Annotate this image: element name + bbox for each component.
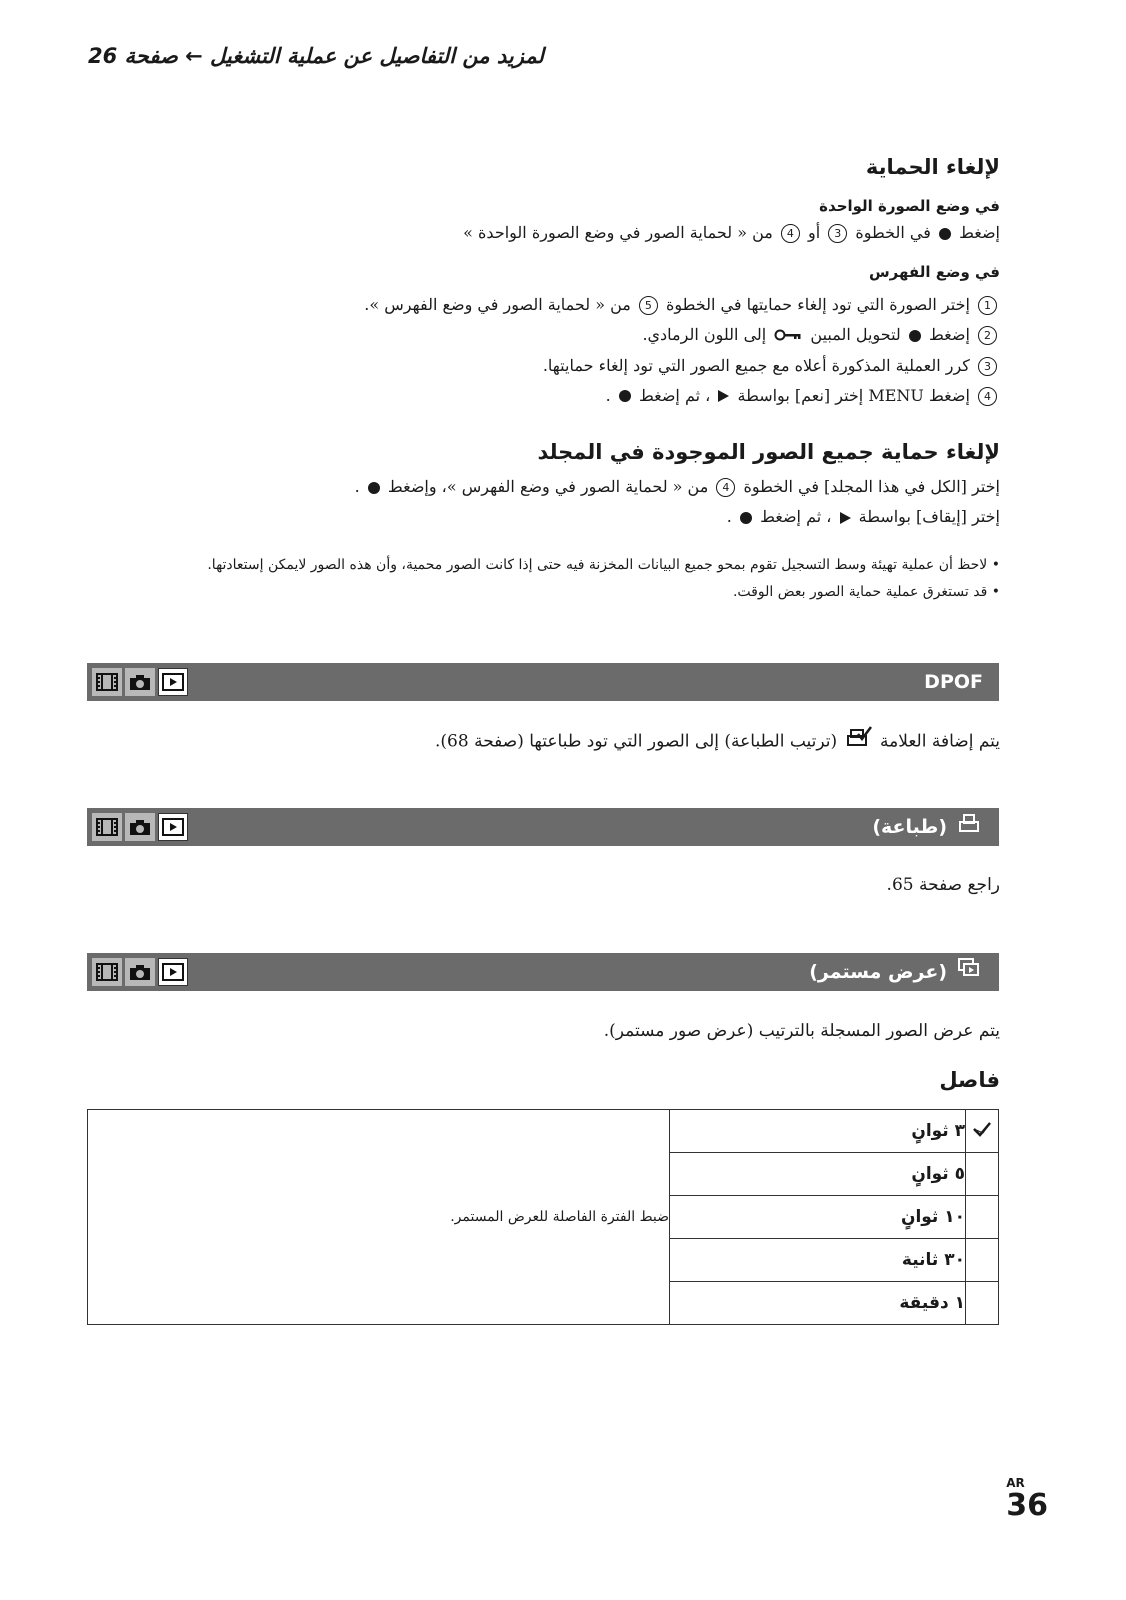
unprotect-all-line-2 — [100, 502, 1000, 532]
index-step-3 — [100, 351, 1000, 381]
movie-mode-icon — [92, 813, 122, 841]
index-step-4 — [100, 381, 1000, 411]
default-check-cell — [966, 1110, 999, 1153]
interval-heading: فاصل — [939, 1068, 1000, 1092]
note-item: • لاحظ أن عملية تهيئة وسط التسجيل تقوم بمحو جميع البيانات المخزنة فيه حتى إذا كانت الصور محمية، وأن هذه الصور لايمكن إستعادتها. — [207, 557, 1000, 573]
still-camera-mode-icon — [125, 813, 155, 841]
dpof-text — [100, 726, 1000, 758]
playback-mode-icon — [158, 668, 188, 696]
slideshow-text: يتم عرض الصور المسجلة بالترتيب (عرض صور مستمر). — [603, 1021, 1000, 1041]
print-text: راجع صفحة 65. — [886, 875, 1000, 895]
step-number-badge: 4 — [978, 387, 997, 406]
step-number-badge: 3 — [828, 224, 847, 243]
note-item: • قد تستغرق عملية حماية الصور بعض الوقت. — [732, 584, 1000, 600]
unprotect-title: لإلغاء الحماية — [865, 155, 1000, 179]
slideshow-title: (عرض مستمر) — [809, 961, 947, 983]
single-pre: إضغط — [959, 223, 1000, 242]
step-text: إختر الصورة التي تود إلغاء حمايتها في الخطوة — [666, 295, 970, 314]
interval-option: ١ دقيقة — [670, 1282, 966, 1325]
center-button-icon — [939, 228, 951, 240]
interval-option: ١٠ ثوانٍ — [670, 1196, 966, 1239]
index-step-1 — [100, 290, 1000, 320]
index-mode-heading: في وضع الفهرس — [868, 263, 1000, 281]
step-text: من « لحماية الصور في وضع الفهرس ». — [364, 295, 631, 314]
table-row — [88, 1110, 999, 1153]
unprotect-all-text — [100, 472, 1000, 532]
playback-mode-icon — [158, 958, 188, 986]
slideshow-title-group — [809, 953, 983, 991]
single-post: من « لحماية الصور في وضع الصورة الواحدة » — [463, 223, 773, 242]
movie-mode-icon — [92, 958, 122, 986]
print-icon — [958, 808, 980, 846]
check-cell — [966, 1239, 999, 1282]
step-text: كرر العملية المذكورة أعلاه مع جميع الصور التي تود إلغاء حمايتها. — [542, 355, 970, 375]
step-number-badge: 5 — [639, 296, 658, 315]
interval-option: ٥ ثوانٍ — [670, 1153, 966, 1196]
dpof-post: (ترتيب الطباعة) إلى الصور التي تود طباعتها (صفحة 68). — [435, 731, 838, 752]
step-text: لتحويل المبين — [810, 325, 901, 344]
cross-reference-header: لمزيد من التفاصيل عن عملية التشغيل ← صفحة 26 — [88, 44, 544, 68]
section-bar-dpof — [87, 663, 999, 701]
check-cell — [966, 1282, 999, 1325]
step-text: ، ثم إضغط — [638, 385, 711, 405]
note-text: لاحظ أن عملية تهيئة وسط التسجيل تقوم بمحو جميع البيانات المخزنة فيه حتى إذا كانت الصور محمية، وأن هذه الصور لايمكن إستعادتها. — [207, 557, 988, 573]
notes-list — [120, 552, 1000, 606]
step-number-badge: 4 — [716, 478, 735, 497]
print-title-group — [872, 808, 983, 846]
interval-option: ٣ ثوانٍ — [670, 1110, 966, 1153]
interval-options-table — [87, 1109, 999, 1325]
line-text: . — [354, 477, 360, 496]
step-text: . — [605, 385, 611, 405]
center-button-icon — [619, 390, 631, 402]
step-number-badge: 3 — [978, 357, 997, 376]
step-number-badge: 4 — [781, 224, 800, 243]
unprotect-all-title: لإلغاء حماية جميع الصور الموجودة في المجلد — [537, 440, 1000, 464]
line-text: من « لحماية الصور في وضع الفهرس »، وإضغط — [387, 477, 709, 496]
print-order-mark-icon — [846, 726, 872, 758]
section-bar-slideshow — [87, 953, 999, 991]
line-text: ، ثم إضغط — [760, 507, 832, 526]
line-text: إختر [إيقاف] بواسطة — [858, 507, 1000, 526]
check-cell — [966, 1196, 999, 1239]
language-code: AR — [1006, 1476, 1025, 1490]
step-text: إلى اللون الرمادي. — [642, 325, 767, 344]
movie-mode-icon — [92, 668, 122, 696]
check-cell — [966, 1153, 999, 1196]
step-text: إضغط — [928, 325, 970, 344]
single-mid: في الخطوة — [855, 223, 931, 242]
single-mode-text — [100, 218, 1000, 248]
dpof-pre: يتم إضافة العلامة — [879, 731, 1000, 752]
center-button-icon — [368, 482, 380, 494]
step-text: إضغط MENU إختر [نعم] بواسطة — [737, 385, 970, 405]
page-number: 36 — [1006, 1488, 1048, 1523]
protect-key-icon — [774, 321, 802, 351]
center-button-icon — [740, 512, 752, 524]
section-bar-print — [87, 808, 999, 846]
slideshow-icon — [958, 953, 980, 991]
unprotect-all-line-1 — [100, 472, 1000, 502]
mode-icons — [92, 813, 188, 841]
index-step-2 — [100, 320, 1000, 351]
step-number-badge: 1 — [978, 296, 997, 315]
print-title: (طباعة) — [872, 816, 947, 838]
mode-icons — [92, 668, 188, 696]
playback-mode-icon — [158, 813, 188, 841]
step-number-badge: 2 — [978, 326, 997, 345]
note-text: قد تستغرق عملية حماية الصور بعض الوقت. — [732, 584, 988, 600]
interval-option: ٣٠ ثانية — [670, 1239, 966, 1282]
interval-description: ضبط الفترة الفاصلة للعرض المستمر. — [88, 1110, 670, 1325]
single-or: أو — [808, 223, 821, 242]
checkmark-icon — [971, 1120, 993, 1138]
right-arrow-icon — [718, 390, 729, 402]
center-button-icon — [909, 330, 921, 342]
index-mode-steps — [100, 290, 1000, 411]
still-camera-mode-icon — [125, 958, 155, 986]
dpof-title: DPOF — [924, 671, 983, 693]
single-mode-heading: في وضع الصورة الواحدة — [819, 197, 1000, 215]
mode-icons — [92, 958, 188, 986]
still-camera-mode-icon — [125, 668, 155, 696]
line-text: . — [726, 507, 732, 526]
right-arrow-icon — [840, 512, 851, 524]
line-text: إختر [الكل في هذا المجلد] في الخطوة — [743, 477, 1000, 496]
page-number-block — [1006, 1476, 1048, 1522]
